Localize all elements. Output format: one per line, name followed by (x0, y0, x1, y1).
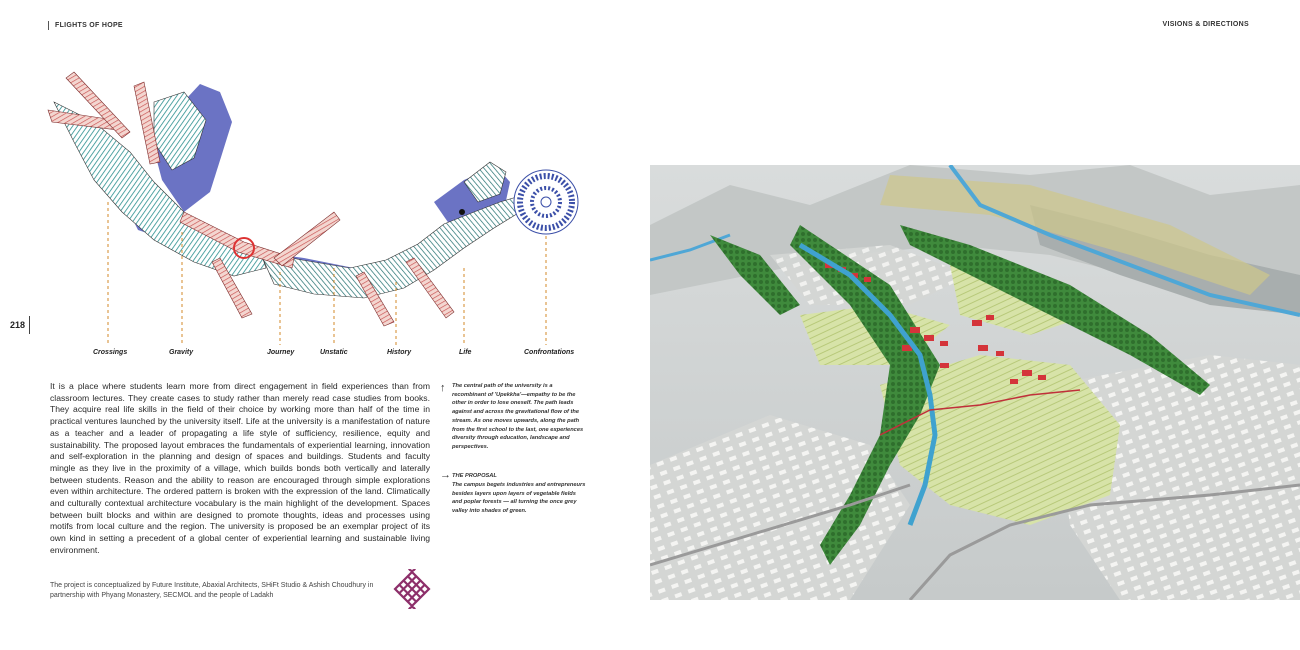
endless-knot-logo (392, 569, 432, 609)
diagram-label-confrontations: Confrontations (524, 349, 575, 356)
running-header-right: VISIONS & DIRECTIONS (1162, 21, 1249, 28)
caption-proposal: The campus begets industries and entrepreneurs besides layers upon layers of vegetable fields and poplar forests — all turning the once grey valley into shades of green. (452, 482, 586, 515)
body-paragraph: It is a place where students learn more from direct engagement in field experiences than from classroom lectures. They create cases to study rather than merely read case studies from books. They acquire real life skills in the field of their choice by working more than half of the time in practical ventures launched by the university itself. Life at the university is a manifestation of nature as a teacher and a leader of propagating a life style of sufficiency, resilience, equity and sustainability. The proposed layout embraces the fundamentals of experiential learning, innovation and self-exploration in the planning and design of spaces and buildings. Students and faculty mingle as they live in the proximity of a village, which builds bonds both vertically and laterally between students. Reason and the ability to reason are encouraged through simple explorations even within architecture. The ordered pattern is broken with the expression of the land. Climatically and culturally contextual architecture vocabulary is the main highlight of the development. Spaces between built blocks and within are designed to promote thoughts, ideas and processes using motifs from local culture and the region. The university is proposed be an exemplar project of its own kind in setting a precedent of a global center of experiential learning and sustainable living environment. (50, 381, 430, 555)
page-number: 218 (10, 320, 26, 330)
black-node (459, 209, 465, 215)
arrow-up-icon: ↑ (440, 382, 446, 394)
page-number-rule (29, 316, 30, 334)
diagram-label-gravity: Gravity (169, 349, 194, 356)
diagram-label-life: Life (459, 349, 472, 356)
project-credits: The project is conceptualized by Future Institute, Abaxial Architects, SHiFt Studio & Ashish Choudhury in partnership with Phyang Monastery, SECMOL and the people of Ladakh (50, 582, 374, 599)
caption-proposal-title: THE PROPOSAL (452, 473, 497, 479)
arrow-right-icon: → (440, 469, 451, 481)
site-plan-diagram (34, 62, 594, 347)
diagram-label-unstatic: Unstatic (320, 349, 348, 356)
caption-central-path: The central path of the university is a recombinant of 'Upekkha'—empathy to be the other in order to lose oneself. The path leads against and across the gravitational flow of the stream. As one moves upwards, along the path from the first school to the last, one experiences diversity through education, landscape and perspectives. (452, 383, 584, 450)
circular-plaza (514, 170, 578, 234)
aerial-rendering (650, 165, 1300, 600)
diagram-label-history: History (387, 349, 412, 356)
running-header-left: FLIGHTS OF HOPE (48, 21, 123, 30)
diagram-label-crossings: Crossings (93, 349, 128, 356)
diagram-label-journey: Journey (267, 349, 295, 356)
